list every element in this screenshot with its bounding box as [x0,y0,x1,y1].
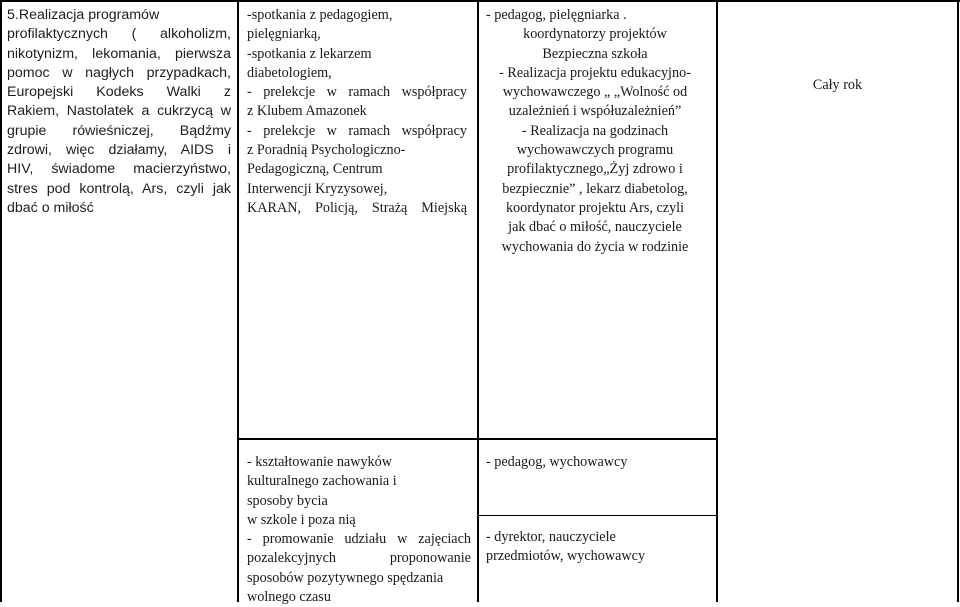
cell-responsible-row2b [486,528,706,567]
cell-program-name [7,6,231,218]
text-line: - dyrektor, nauczyciele [486,529,616,545]
text-line: HIV, świadome macierzyństwo, [7,161,231,178]
text-line: nikotynizm, lekomania, pierwsza [7,45,231,62]
text-line: - Realizacja projektu edukacyjno- [499,64,691,81]
text-line: - Realizacja na godzinach [521,122,669,139]
text-line: - kształtowanie nawyków [247,454,392,470]
text-line: pielęgniarką, [247,26,321,43]
cell-responsible-row2a [486,453,706,472]
column-divider [237,0,239,602]
text-line: w szkole i poza nią [247,511,356,528]
text-line: Interwencji Kryzysowej, [247,180,388,197]
text-line: Pedagogiczną, Centrum [247,161,383,178]
text-line: grupie rówieśniczej, Bądźmy [7,122,231,139]
text-line: stres pod kontrolą, Ars, czyli jak [7,180,231,197]
text-line: - pedagog, pielęgniarka . [486,7,627,23]
table-border-left [0,0,2,602]
row-divider [478,438,718,440]
table-border-right [957,0,959,602]
column-divider [716,0,718,602]
text-line: profilaktycznych ( alkoholizm, [7,26,231,43]
row-divider [238,438,479,440]
text-line: Bezpieczna szkoła [542,45,648,62]
text-line: wychowawczego „ „Wolność od [502,84,688,101]
inner-row-divider [478,515,718,516]
text-line: - pedagog, wychowawcy [486,454,628,470]
text-line: -spotkania z lekarzem [247,45,372,62]
text-line: pozalekcyjnych proponowanie [247,550,471,567]
cell-timeframe [725,76,950,95]
text-line: wolnego czasu [247,589,331,606]
text-line: koordynatorzy projektów [523,26,667,43]
text-line: z Poradnią Psychologiczno- [247,142,406,159]
text-line: - prelekcje w ramach współpracy [247,84,467,101]
text-line: zdrowi, więc działamy, AIDS i [7,142,231,159]
table-border-top [0,0,960,2]
text-line: pomoc w nagłych przypadkach, [7,64,231,81]
text-line: koordynator projektu Ars, czyli [505,199,685,216]
column-divider [477,0,479,602]
cell-activities-row2 [247,453,471,607]
text-line: profilaktycznego„Żyj zdrowo i [507,161,683,178]
text-line: Europejski Kodeks Walki z [7,84,231,101]
text-line: - promowanie udziału w zajęciach [247,531,471,548]
timeframe-text: Cały rok [812,77,863,93]
text-line: - prelekcje w ramach współpracy [247,122,467,139]
text-line: z Klubem Amazonek [247,103,367,120]
text-line: KARAN, Policją, Strażą Miejską [247,199,467,216]
cell-responsible [486,6,704,257]
text-line: przedmiotów, wychowawcy [486,548,646,565]
text-line: diabetologiem, [247,64,332,81]
text-line: wychowawczych programu [516,142,674,159]
text-line: -spotkania z pedagogiem, [247,7,393,23]
text-line: kulturalnego zachowania i [247,473,397,490]
cell-activities [247,6,467,218]
text-line: bezpiecznie” , lekarz diabetolog, [502,180,688,197]
text-line: 5.Realizacja programów [7,7,160,23]
text-line: Rakiem, Nastolatek a cukrzycą w [7,103,231,120]
text-line: sposoby bycia [247,492,328,509]
text-line: uzależnień i współuzależnień” [508,103,682,120]
text-line: wychowania do życia w rodzinie [501,238,689,255]
text-line: jak dbać o miłość, nauczyciele [508,219,682,236]
text-line: dbać o miłość [7,199,94,216]
text-line: sposobów pozytywnego spędzania [247,569,444,586]
